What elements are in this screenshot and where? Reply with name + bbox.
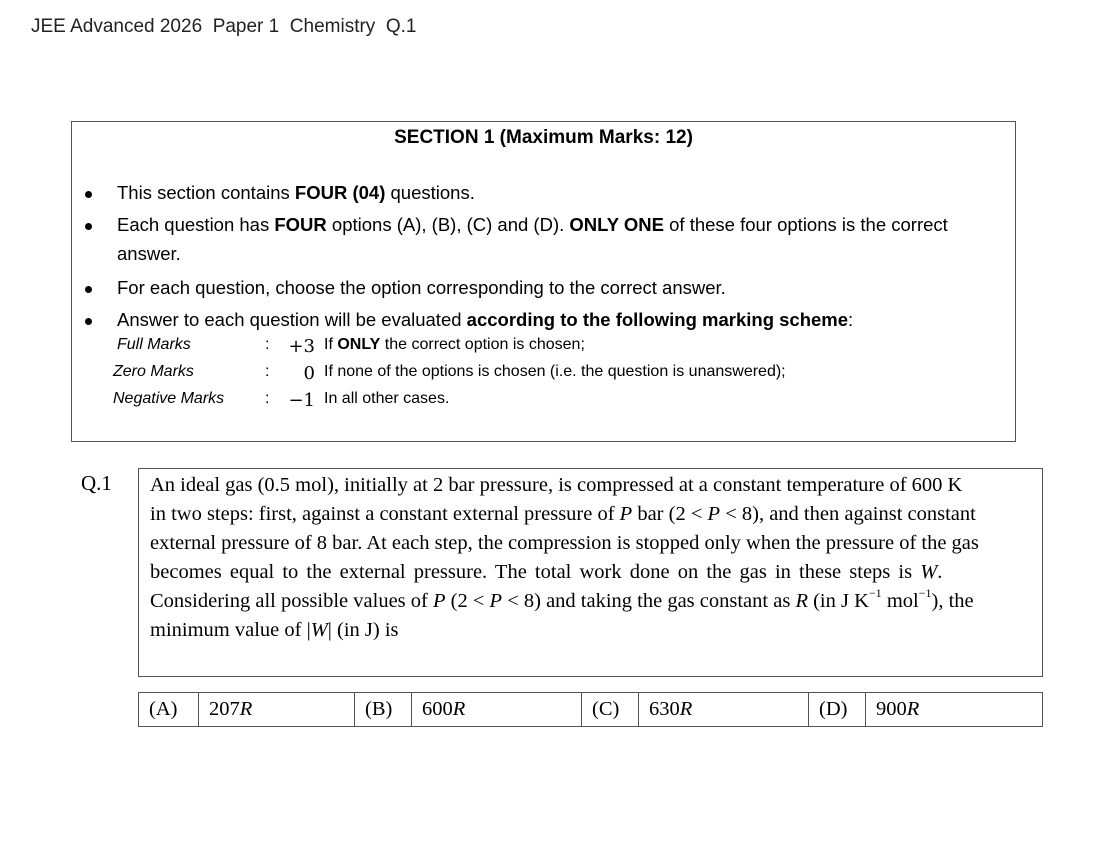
- marking-description: the correct option is chosen;: [380, 336, 585, 353]
- marking-value: +3: [288, 336, 315, 357]
- question-line: Considering all possible values of P (2 < P < 8) and taking the gas constant as R (in J $K^{-1}$ mol$^{-1}$), the: [150, 586, 974, 612]
- bullet-icon: [85, 223, 92, 230]
- marking-value: −1: [288, 390, 315, 411]
- option-a-value[interactable]: 207R: [199, 693, 355, 726]
- marking-value: 0: [303, 363, 315, 384]
- instruction-text: This section contains: [117, 182, 295, 203]
- page-header: JEE Advanced 2026 Paper 1 Chemistry Q.1: [31, 16, 417, 37]
- option-c-value[interactable]: 630R: [639, 693, 809, 726]
- marking-colon: :: [265, 336, 270, 353]
- instruction-text: answer.: [117, 243, 181, 264]
- instruction-emphasis: according to the following marking scheme: [466, 309, 849, 330]
- marking-colon: :: [265, 363, 270, 380]
- section-title: SECTION 1 (Maximum Marks: 12): [394, 127, 693, 148]
- marking-label: Zero Marks: [113, 363, 194, 380]
- option-c-label[interactable]: (C): [582, 693, 639, 726]
- instruction-text: :: [848, 309, 854, 330]
- question-line: minimum value of |W| (in J) is: [150, 619, 399, 641]
- bullet-icon: [85, 286, 92, 293]
- instruction-emphasis: FOUR (04): [294, 182, 386, 203]
- marking-label: Negative Marks: [113, 390, 225, 407]
- option-b-label[interactable]: (B): [355, 693, 412, 726]
- marking-description: In all other cases.: [324, 390, 450, 407]
- instruction-text: of these four options is the correct: [663, 214, 948, 235]
- instruction-text: options (A), (B), (C) and (D).: [326, 214, 570, 235]
- marking-label: Full Marks: [117, 336, 191, 353]
- marking-colon: :: [265, 390, 270, 407]
- option-a-label[interactable]: (A): [139, 693, 199, 726]
- marking-description: If none of the options is chosen (i.e. the question is unanswered);: [324, 363, 786, 380]
- options-table: [138, 692, 1043, 727]
- option-b-value[interactable]: 600R: [412, 693, 582, 726]
- question-line: An ideal gas (0.5 mol), initially at 2 bar pressure, is compressed at a constant temperature of 600 K: [150, 474, 963, 496]
- marking-emphasis: ONLY: [337, 336, 381, 353]
- marking-description: If: [324, 336, 338, 353]
- bullet-icon: [85, 191, 92, 198]
- instruction-emphasis: ONLY ONE: [569, 214, 664, 235]
- question-line: in two steps: first, against a constant external pressure of P bar (2 < P < 8), and then against constant: [150, 503, 976, 525]
- instruction-emphasis: FOUR: [274, 214, 327, 235]
- question-line: becomes equal to the external pressure. The total work done on the gas in these steps is W.: [150, 561, 943, 583]
- question-box: [138, 468, 1043, 677]
- marking-row: [72, 390, 1017, 417]
- bullet-icon: [85, 318, 92, 325]
- option-d-value[interactable]: 900R: [876, 698, 920, 720]
- question-line: external pressure of 8 bar. At each step, the compression is stopped only when the pressure of the gas: [150, 532, 979, 554]
- instruction-text: Each question has: [117, 214, 275, 235]
- instruction-text: For each question, choose the option corresponding to the correct answer.: [117, 277, 726, 298]
- marking-row: [72, 363, 1017, 390]
- instructions-box: [71, 121, 1016, 442]
- instruction-text: questions.: [385, 182, 475, 203]
- instruction-text: Answer to each question will be evaluated: [117, 309, 467, 330]
- marking-row: [72, 336, 1017, 363]
- option-d-label[interactable]: (D): [809, 693, 866, 726]
- question-number: Q.1: [81, 471, 112, 495]
